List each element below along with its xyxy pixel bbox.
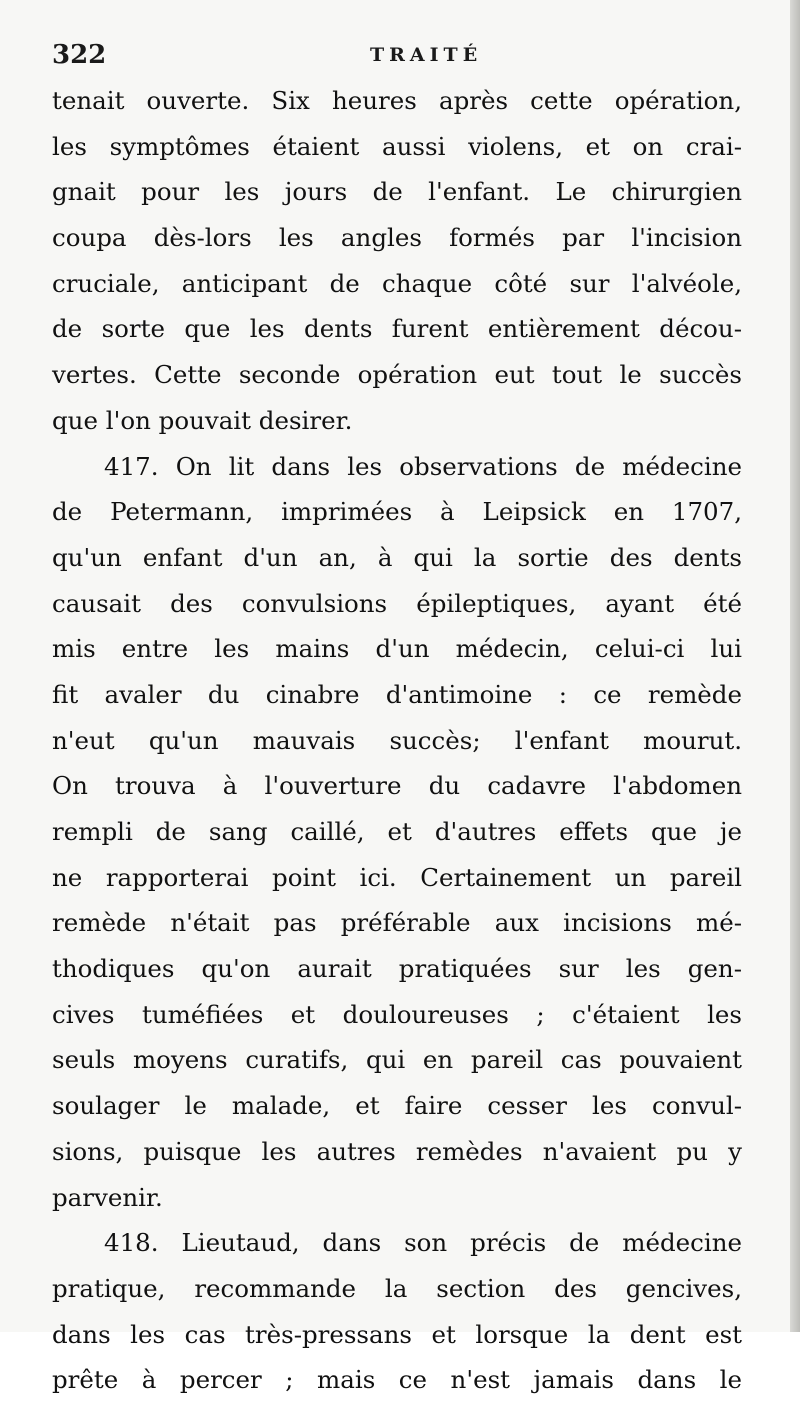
text-line: pratique, recommande la section des gencives, [52, 1273, 742, 1303]
text-line: prête à percer ; mais ce n'est jamais dans le [52, 1365, 742, 1395]
text-line: cruciale, anticipant de chaque côté sur l'alvéole, [52, 268, 742, 298]
text-line: tenait ouverte. Six heures après cette opération, [52, 86, 742, 115]
text-line: qu'un enfant d'un an, à qui la sortie des dents [52, 542, 742, 572]
page-number: 322 [52, 40, 107, 70]
text-line: On trouva à l'ouverture du cadavre l'abdomen [52, 771, 742, 801]
text-line: mis entre les mains d'un médecin, celui-ci lui [52, 634, 742, 664]
text-line: seuls moyens curatifs, qui en pareil cas pouvaient [52, 1045, 742, 1075]
text-line: soulager le malade, et faire cesser les convul- [52, 1091, 742, 1121]
text-line: gnait pour les jours de l'enfant. Le chirurgien [52, 177, 742, 207]
text-line: de Petermann, imprimées à Leipsick en 1707, [52, 497, 742, 527]
paragraph-418-start: 418. Lieutaud, dans son précis de médecine [104, 1228, 742, 1258]
text-line: cives tuméfiées et douloureuses ; c'étaient les [52, 999, 742, 1029]
page-header [52, 40, 742, 80]
body-text [52, 78, 742, 1403]
paragraph-417-start: 417. On lit dans les observations de médecine [104, 451, 742, 481]
text-line: rempli de sang caillé, et d'autres effets que je [52, 817, 742, 846]
page-spine-shadow [790, 0, 800, 1332]
text-line: coupa dès-lors les angles formés par l'incision [52, 223, 742, 253]
text-line: de sorte que les dents furent entièrement décou- [52, 314, 742, 344]
text-line: dans les cas très-pressans et lorsque la dent est [52, 1319, 742, 1349]
text-line: vertes. Cette seconde opération eut tout le succès [52, 360, 742, 390]
text-line: parvenir. [52, 1182, 163, 1212]
text-line: que l'on pouvait desirer. [52, 405, 353, 435]
text-line: remède n'était pas préférable aux incisions mé- [52, 908, 742, 938]
text-line: ne rapporterai point ici. Certainement un pareil [52, 862, 742, 892]
text-line: n'eut qu'un mauvais succès; l'enfant mourut. [52, 725, 742, 755]
running-title: TRAITÉ [370, 44, 483, 66]
text-line: sions, puisque les autres remèdes n'avaient pu y [52, 1136, 742, 1166]
text-line: thodiques qu'on aurait pratiquées sur les gen- [52, 954, 742, 984]
text-line: causait des convulsions épileptiques, ayant été [52, 588, 742, 618]
text-line: fit avaler du cinabre d'antimoine : ce remède [52, 679, 742, 709]
text-line: les symptômes étaient aussi violens, et on crai- [52, 131, 742, 161]
